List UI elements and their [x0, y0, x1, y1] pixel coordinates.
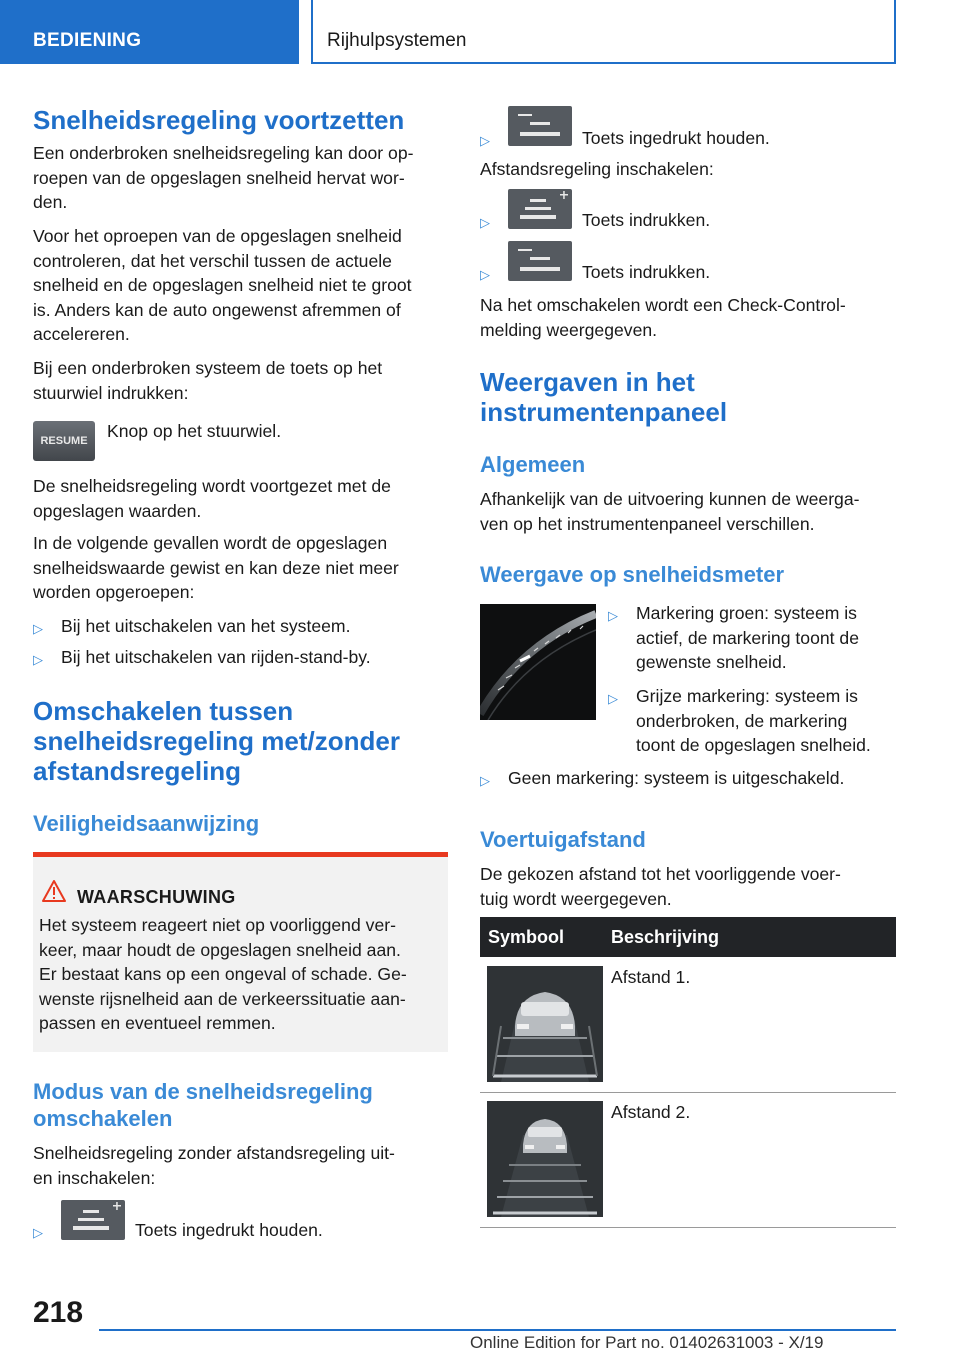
text-line: Snelheidsregeling zonder afstandsregeling uit- — [33, 1143, 395, 1163]
text-line: passen en eventueel remmen. — [39, 1013, 276, 1033]
heading-line: Weergaven in het — [480, 367, 695, 397]
text-line: De gekozen afstand tot het voorliggende voer- — [480, 864, 841, 884]
resume-description: Knop op het stuurwiel. — [107, 421, 282, 441]
paragraph-2 — [33, 224, 412, 347]
table-cell-afstand-1: Afstand 1. — [611, 967, 691, 987]
heading-modus-omschakelen — [33, 1078, 373, 1132]
text-line: melding weergegeven. — [480, 319, 658, 340]
triangle-bullet-icon: ▷ — [608, 691, 618, 706]
text-line: stuurwiel indrukken: — [33, 382, 189, 403]
heading-weergaven — [480, 367, 727, 427]
warning-title: WAARSCHUWING — [77, 887, 236, 907]
section-title: BEDIENING — [33, 30, 142, 51]
text-line: De snelheidsregeling wordt voortgezet met de — [33, 476, 391, 496]
warning-box — [33, 852, 448, 1052]
heading-line: Omschakelen tussen — [33, 696, 294, 726]
paragraph-5 — [33, 531, 399, 605]
distance-plus-button-icon — [61, 1200, 125, 1240]
heading-line: afstandsregeling — [33, 756, 242, 786]
text-line: Het systeem reageert niet op voorliggend ver- — [39, 915, 396, 935]
footer-rule — [99, 1329, 896, 1331]
text-line: controleren, dat het verschil tussen de actuele — [33, 250, 392, 271]
footer-edition: Online Edition for Part no. 01402631003 - X/19 — [470, 1333, 824, 1352]
paragraph-4 — [33, 474, 391, 523]
text-line: snelheid en de opgeslagen snelheid niet te groot — [33, 275, 412, 295]
warning-text — [39, 913, 407, 1036]
heading-weergave-snelheidsmeter: Weergave op snelheidsmeter — [480, 562, 785, 587]
distance-2-symbol-image — [487, 1101, 603, 1217]
paragraph-modus — [33, 1141, 395, 1190]
text-line: den. — [33, 192, 68, 212]
bullet-text: Toets ingedrukt houden. — [135, 1220, 323, 1240]
heading-line: instrumentenpaneel — [480, 397, 728, 427]
bullet-text: Toets ingedrukt houden. — [582, 128, 770, 148]
list-item-text — [636, 601, 859, 675]
bullet-text: Toets indrukken. — [582, 210, 711, 230]
text-line: actief, de markering toont de — [636, 627, 859, 648]
text-line: en inschakelen: — [33, 1167, 156, 1188]
triangle-bullet-icon: ▷ — [33, 1225, 43, 1240]
text-line: keer, maar houdt de opgeslagen snelheid aan. — [39, 939, 401, 960]
list-item-text — [636, 684, 871, 758]
paragraph-voertuigafstand — [480, 862, 841, 911]
list-item-text: Geen markering: systeem is uitgeschakeld. — [508, 768, 845, 788]
text-line: wenste rijsnelheid aan de verkeerssituatie aan- — [39, 988, 406, 1009]
heading-voertuigafstand: Voertuigafstand — [480, 827, 646, 852]
list-item-text: Bij het uitschakelen van rijden-stand-by. — [61, 647, 371, 667]
text-line: is. Anders kan de auto ongewenst afremmen of — [33, 299, 401, 320]
heading-omschakelen — [33, 696, 400, 786]
distance-button-icon — [508, 241, 572, 281]
paragraph-1 — [33, 141, 413, 215]
distance-plus-button-icon — [508, 189, 572, 229]
triangle-bullet-icon: ▷ — [33, 652, 43, 667]
text-line: toont de opgeslagen snelheid. — [636, 735, 871, 755]
triangle-bullet-icon: ▷ — [33, 621, 43, 636]
triangle-bullet-icon: ▷ — [608, 608, 618, 623]
text-line: Na het omschakelen wordt een Check-Control- — [480, 295, 846, 315]
paragraph-afstand: Afstandsregeling inschakelen: — [480, 159, 714, 179]
distance-1-symbol-image — [487, 966, 603, 1082]
table-cell-afstand-2: Afstand 2. — [611, 1102, 691, 1122]
text-line: Grijze markering: systeem is — [636, 686, 858, 706]
paragraph-3 — [33, 356, 382, 405]
text-line: ven op het instrumentenpaneel verschillen. — [480, 513, 815, 534]
table-row-divider — [480, 1092, 896, 1093]
resume-button-icon — [33, 421, 95, 461]
heading-line: snelheidsregeling met/zonder — [33, 726, 400, 756]
chapter-title: Rijhulpsystemen — [327, 30, 467, 51]
heading-snelheidsregeling-voortzetten: Snelheidsregeling voortzetten — [33, 105, 405, 135]
heading-algemeen: Algemeen — [480, 452, 586, 477]
text-line: tuig wordt weergegeven. — [480, 888, 672, 909]
text-line: Markering groen: systeem is — [636, 603, 857, 623]
column-header-symbool: Symbool — [488, 927, 565, 947]
heading-line: omschakelen — [33, 1106, 173, 1131]
text-line: worden opgeroepen: — [33, 582, 195, 602]
text-line: In de volgende gevallen wordt de opgeslagen — [33, 533, 388, 553]
speedometer-image — [480, 604, 596, 720]
text-line: Voor het oproepen van de opgeslagen snelheid — [33, 226, 402, 246]
text-line: Afhankelijk van de uitvoering kunnen de weerga- — [480, 489, 860, 509]
page-number: 218 — [33, 1296, 84, 1329]
warning-triangle-icon — [41, 879, 67, 903]
distance-button-icon — [508, 106, 572, 146]
header-chapter — [311, 0, 896, 64]
triangle-bullet-icon: ▷ — [480, 215, 490, 230]
heading-line: Modus van de snelheidsregeling — [33, 1079, 373, 1104]
triangle-bullet-icon: ▷ — [480, 773, 490, 788]
header-section-tab — [0, 0, 299, 64]
text-line: Er bestaat kans op een ongeval of schade. Ge- — [39, 964, 407, 984]
text-line: roepen van de opgeslagen snelheid hervat wor- — [33, 167, 405, 188]
paragraph-check-control — [480, 293, 846, 342]
triangle-bullet-icon: ▷ — [480, 267, 490, 282]
column-header-beschrijving: Beschrijving — [611, 927, 720, 947]
text-line: accelereren. — [33, 324, 130, 344]
triangle-bullet-icon: ▷ — [480, 133, 490, 148]
paragraph-algemeen — [480, 487, 860, 536]
text-line: opgeslagen waarden. — [33, 500, 202, 521]
table-row-divider — [480, 1227, 896, 1228]
text-line: gewenste snelheid. — [636, 652, 787, 672]
table-header — [480, 917, 896, 957]
text-line: Bij een onderbroken systeem de toets op het — [33, 358, 383, 378]
bullet-text: Toets indrukken. — [582, 262, 711, 282]
text-line: Een onderbroken snelheidsregeling kan door op- — [33, 143, 414, 163]
resume-label: RESUME — [40, 435, 88, 447]
list-item-text: Bij het uitschakelen van het systeem. — [61, 616, 351, 636]
heading-veiligheidsaanwijzing: Veiligheidsaanwijzing — [33, 811, 260, 836]
text-line: snelheidswaarde gewist en kan deze niet meer — [33, 557, 399, 578]
text-line: onderbroken, de markering — [636, 710, 848, 731]
